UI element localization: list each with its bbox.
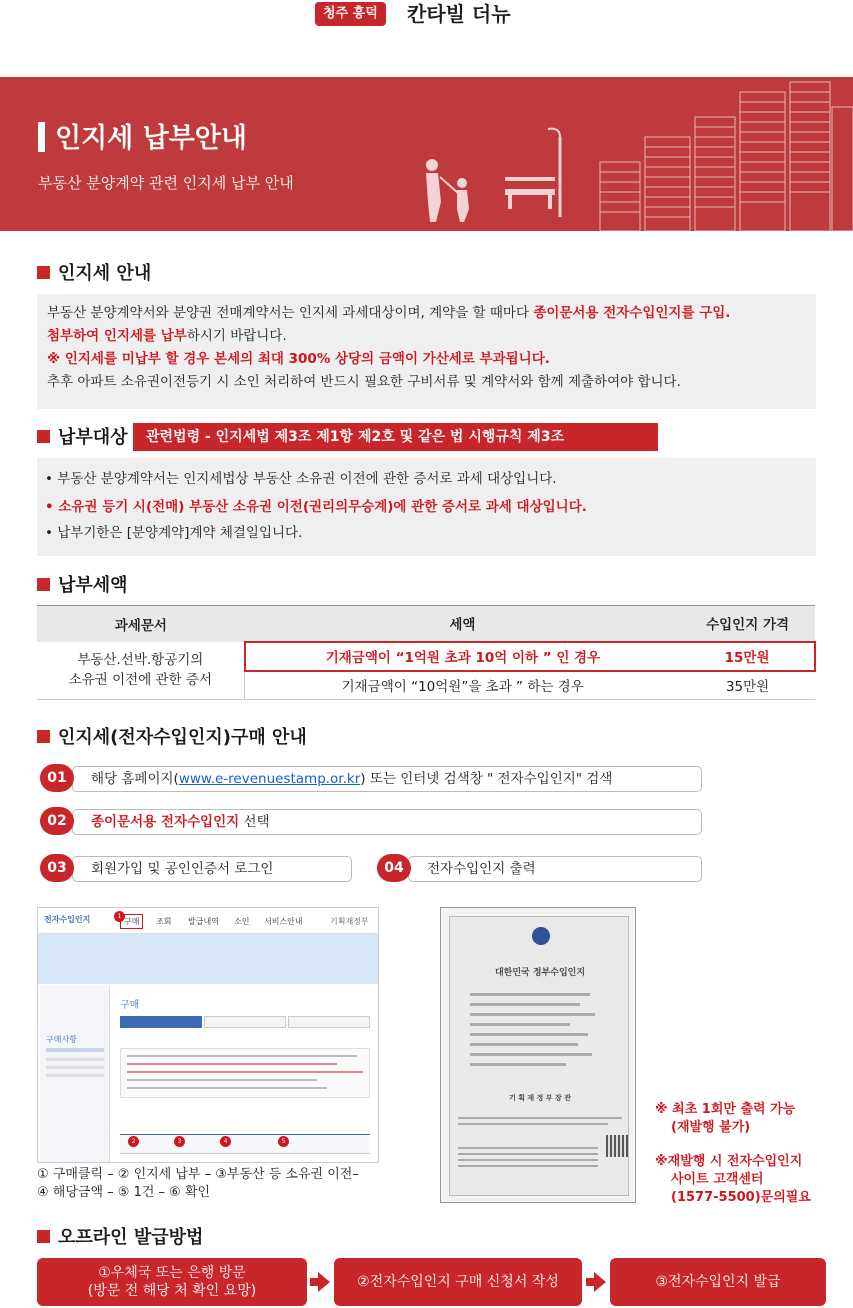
target-box: [37, 458, 816, 556]
step-4-box: [408, 856, 702, 882]
step-2-box: [72, 809, 702, 835]
government-emblem-icon: [532, 927, 550, 945]
gov-logo: 기획재정부: [330, 917, 369, 926]
revenue-stamp-site-link[interactable]: www.e-revenuestamp.or.kr: [178, 771, 361, 787]
arrow-right-icon: [586, 1278, 594, 1286]
marker-4: 4: [220, 1136, 231, 1147]
hero-banner: [0, 77, 853, 231]
step-4-badge: 04: [377, 854, 411, 882]
section-title-payment-target: 납부대상: [37, 426, 128, 450]
brand-name: 칸타빌 더뉴: [407, 2, 511, 26]
certificate-title: 대한민국 정부수입인지: [494, 968, 586, 978]
nav-purchase: 구매: [120, 914, 143, 929]
site-sidebar: [40, 986, 110, 1162]
nav-service: 서비스안내: [264, 917, 303, 926]
stamp-certificate-image: [440, 907, 636, 1203]
offline-step-3: ③전자수입인지 발급: [610, 1258, 826, 1306]
target-bullet-1: • 부동산 분양계약서는 인지세법상 부동산 소유권 이전에 관한 증서로 과세 대상입니다.: [45, 471, 557, 487]
step-1-box: [72, 766, 702, 792]
price-cell: 35만원: [680, 671, 815, 700]
nav-inquiry: 조회: [156, 917, 172, 926]
step-1-text: 해당 홈페이지(: [91, 771, 179, 787]
nav-history: 발급내역: [188, 917, 219, 926]
target-bullet-3: • 납부기한은 [분양계약]계약 체결일입니다.: [45, 525, 303, 541]
marker-3: 3: [174, 1136, 185, 1147]
screenshot-caption-line-2: ④ 해당금액 – ⑤ 1건 – ⑥ 확인: [37, 1185, 211, 1200]
step-3-badge: 03: [40, 854, 74, 882]
info-box: [37, 294, 816, 409]
step-1-text-end: ) 또는 인터넷 검색창 " 전자수입인지" 검색: [360, 771, 613, 787]
certificate-issuer: 기 획 재 정 부 장 관: [509, 1094, 571, 1102]
info-line-1: 부동산 분양계약서와 분양권 전매계약서는 인지세 과세대상이며, 계약을 할 때마다 종이문서용 전자수입인지를 구입.: [47, 305, 731, 321]
screenshot-caption-line-1: ① 구매클릭 – ② 인지세 납부 – ③부동산 등 소유권 이전–: [37, 1167, 359, 1182]
site-page-title: 구매: [120, 1000, 140, 1011]
marker-2: 2: [128, 1136, 139, 1147]
step-2-badge: 02: [40, 807, 74, 835]
document-type-line-1: 부동산.선박.항공기의: [77, 652, 204, 669]
offline-step-2: ②전자수입인지 구매 신청서 작성: [334, 1258, 582, 1306]
section-title-purchase-guide: 인지세(전자수입인지)구매 안내: [37, 726, 307, 750]
offline-step-1: ①우체국 또는 은행 방문 (방문 전 해당 처 확인 요망): [37, 1258, 307, 1306]
info-line-2: 첨부하여 인지세를 납부하시기 바랍니다.: [47, 328, 287, 344]
site-nav-bar: [38, 908, 378, 934]
notice-box: [120, 1048, 370, 1098]
page-subtitle: 부동산 분양계약 관련 인지세 납부 안내: [38, 174, 294, 192]
purchase-site-screenshot: [37, 907, 379, 1163]
info-line-4: 추후 아파트 소유권이전등기 시 소인 처리하여 반드시 필요한 구비서류 및 계약서와 함께 제출하여야 합니다.: [47, 374, 681, 390]
nav-cancel: 소인: [234, 917, 250, 926]
price-cell: 15만원: [680, 642, 815, 671]
page-title: 인지세 납부안내: [38, 122, 247, 156]
tax-table: [37, 605, 816, 700]
sidebar-title: 구매사항: [46, 1035, 77, 1044]
table-header-row: [37, 606, 815, 642]
location-tag: 청주 흥덕: [315, 2, 386, 26]
step-3-text: 회원가입 및 공인인증서 로그인: [91, 861, 274, 877]
step-2-highlight: 종이문서용 전자수입인지: [91, 814, 240, 830]
amount-cell: 기재금액이 “10억원”을 초과 ” 하는 경우: [245, 671, 680, 700]
site-logo: 전자수입인지: [44, 915, 91, 924]
step-1-badge: 01: [40, 764, 74, 792]
column-header: 과세문서: [37, 606, 245, 642]
info-line-3: ※ 인지세를 미납부 할 경우 본세의 최대 300% 상당의 금액이 가산세로 부과됩니다.: [47, 351, 550, 367]
arrow-right-icon: [318, 1272, 330, 1292]
law-reference-badge: 관련법령 - 인지세법 제3조 제1항 제2호 및 같은 법 시행규칙 제3조: [133, 423, 658, 451]
step-4-text: 전자수입인지 출력: [427, 861, 536, 877]
qr-code-icon: [606, 1135, 628, 1157]
target-bullet-2: • 소유권 등기 시(전매) 부동산 소유권 이전(권리의무승계)에 관한 증서로 과세 대상입니다.: [45, 499, 587, 515]
reissue-note: ※재발행 시 전자수입인지 사이트 고객센터 (1577-5500)문의필요: [655, 1154, 811, 1205]
site-hero: [38, 934, 378, 984]
arrow-right-icon: [310, 1278, 318, 1286]
column-header: 세액: [245, 606, 680, 642]
arrow-right-icon: [594, 1272, 606, 1292]
section-title-offline-issue: 오프라인 발급방법: [37, 1226, 203, 1250]
table-row: [37, 642, 815, 671]
marker-5: 5: [278, 1136, 289, 1147]
section-title-tax-amount: 납부세액: [37, 574, 128, 598]
marker-1: 1: [114, 911, 125, 922]
section-title-stamp-tax-info: 인지세 안내: [37, 262, 151, 286]
print-once-note: ※ 최초 1회만 출력 가능 (재발행 불가): [655, 1102, 796, 1135]
step-3-box: [72, 856, 352, 882]
amount-cell: 기재금액이 “1억원 초과 10억 이하 ” 인 경우: [245, 642, 680, 671]
document-type-line-2: 소유권 이전에 관한 증서: [68, 672, 212, 689]
document-type-cell: [37, 642, 245, 700]
step-2-text: 선택: [239, 814, 270, 830]
column-header: 수입인지 가격: [680, 606, 815, 642]
